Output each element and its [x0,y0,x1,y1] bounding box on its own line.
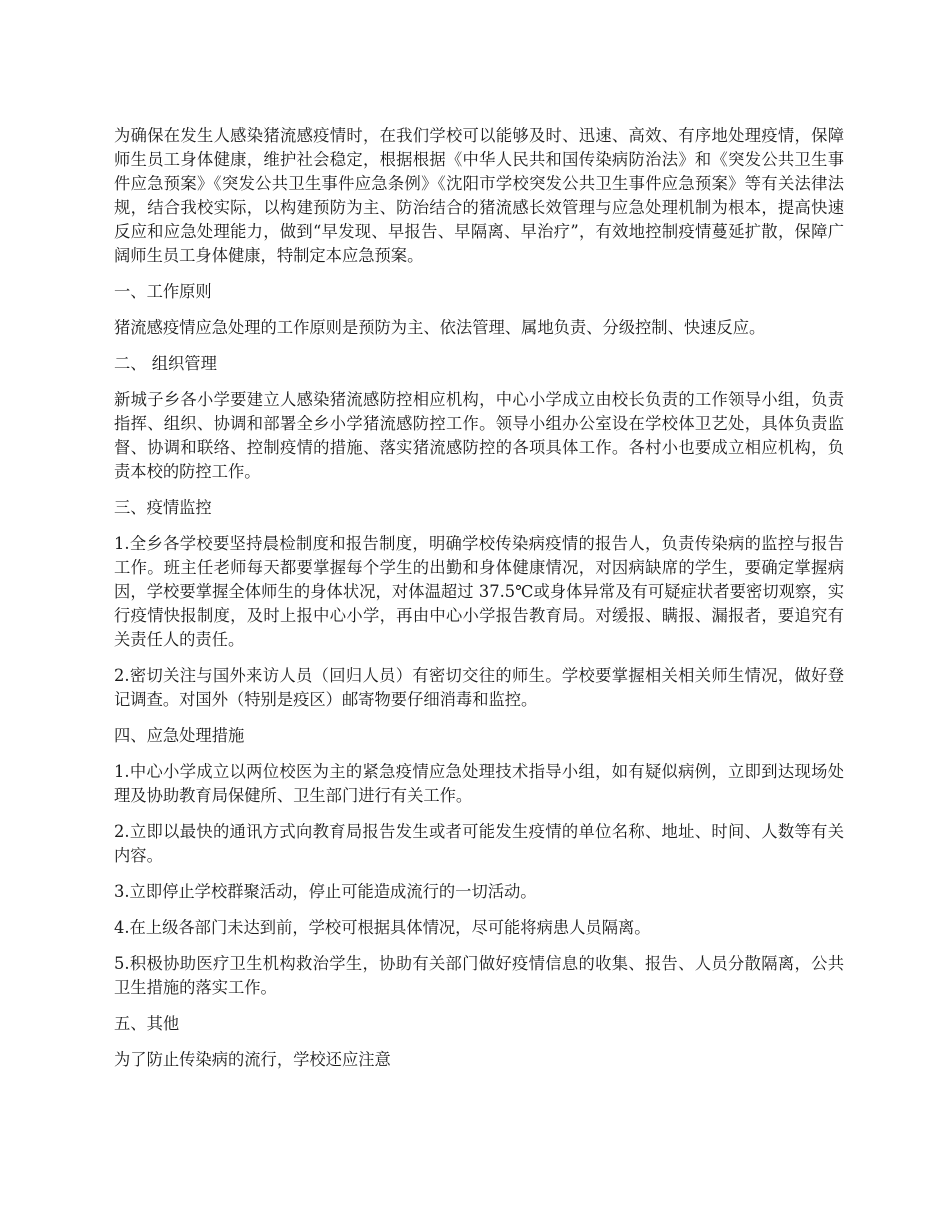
list-item-paragraph: 4.在上级各部门未达到前，学校可根据具体情况，尽可能将病患人员隔离。 [114,918,651,937]
list-item-paragraph: 2.密切关注与国外来访人员（回归人员）有密切交往的师生。学校要掌握相关相关师生情况，做好登记调查。对国外（特别是疫区）邮寄物要仔细消毒和监控。 [114,666,844,709]
intro-paragraph: 为确保在发生人感染猪流感疫情时，在我们学校可以能够及时、迅速、高效、有序地处理疫情，保障师生员工身体健康，维护社会稳定，根据根据《中华人民共和国传染病防治法》和《突发公共卫生事件应急预案》《突发公共卫生事件应急条例》《沈阳市学校突发公共卫生事件应急预案》等有关法律法规，结合我校实际，以构建预防为主、防治结合的猪流感长效管理与应急处理机制为根本，提高快速反应和应急处理能力，做到“早发现、早报告、早隔离、早治疗”，有效地控制疫情蔓延扩散，保障广阔师生员工身体健康，特制定本应急预案。 [114,126,844,265]
list-item-paragraph: 5.积极协助医疗卫生机构救治学生，协助有关部门做好疫情信息的收集、报告、人员分散隔离，公共卫生措施的落实工作。 [114,954,844,997]
body-paragraph: 猪流感疫情应急处理的工作原则是预防为主、依法管理、属地负责、分级控制、快速反应。 [114,318,766,337]
section-heading-emergency: 四、应急处理措施 [114,726,245,745]
document-body [114,124,844,1084]
section-heading-organization: 二、 组织管理 [114,354,217,373]
list-item-paragraph: 1.中心小学成立以两位校医为主的紧急疫情应急处理技术指导小组，如有疑似病例，立即到达现场处理及协助教育局保健所、卫生部门进行有关工作。 [114,762,844,805]
section-heading-monitoring: 三、疫情监控 [114,498,212,517]
body-paragraph: 新城子乡各小学要建立人感染猪流感防控相应机构，中心小学成立由校长负责的工作领导小组，负责指挥、组织、协调和部署全乡小学猪流感防控工作。领导小组办公室设在学校体卫艺处，具体负责监督、协调和联络、控制疫情的措施、落实猪流感防控的各项具体工作。各村小也要成立相应机构，负责本校的防控工作。 [114,390,844,481]
list-item-paragraph: 2.立即以最快的通讯方式向教育局报告发生或者可能发生疫情的单位名称、地址、时间、人数等有关内容。 [114,822,844,865]
section-heading-other: 五、其他 [114,1014,180,1033]
section-heading-principles: 一、工作原则 [114,282,212,301]
list-item-paragraph: 1.全乡各学校要坚持晨检制度和报告制度，明确学校传染病疫情的报告人，负责传染病的监控与报告工作。班主任老师每天都要掌握每个学生的出勤和身体健康情况，对因病缺席的学生，要确定掌握病因，学校要掌握全体师生的身体状况，对体温超过 37.5℃或身体异常及有可疑症状者要密切观察，实行疫情快报制度，及时上报中心小学，再由中心小学报告教育局。对缓报、瞒报、漏报者，要追究有关责任人的责任。 [114,534,844,649]
body-paragraph: 为了防止传染病的流行，学校还应注意 [114,1050,391,1069]
list-item-paragraph: 3.立即停止学校群聚活动，停止可能造成流行的一切活动。 [114,882,537,901]
